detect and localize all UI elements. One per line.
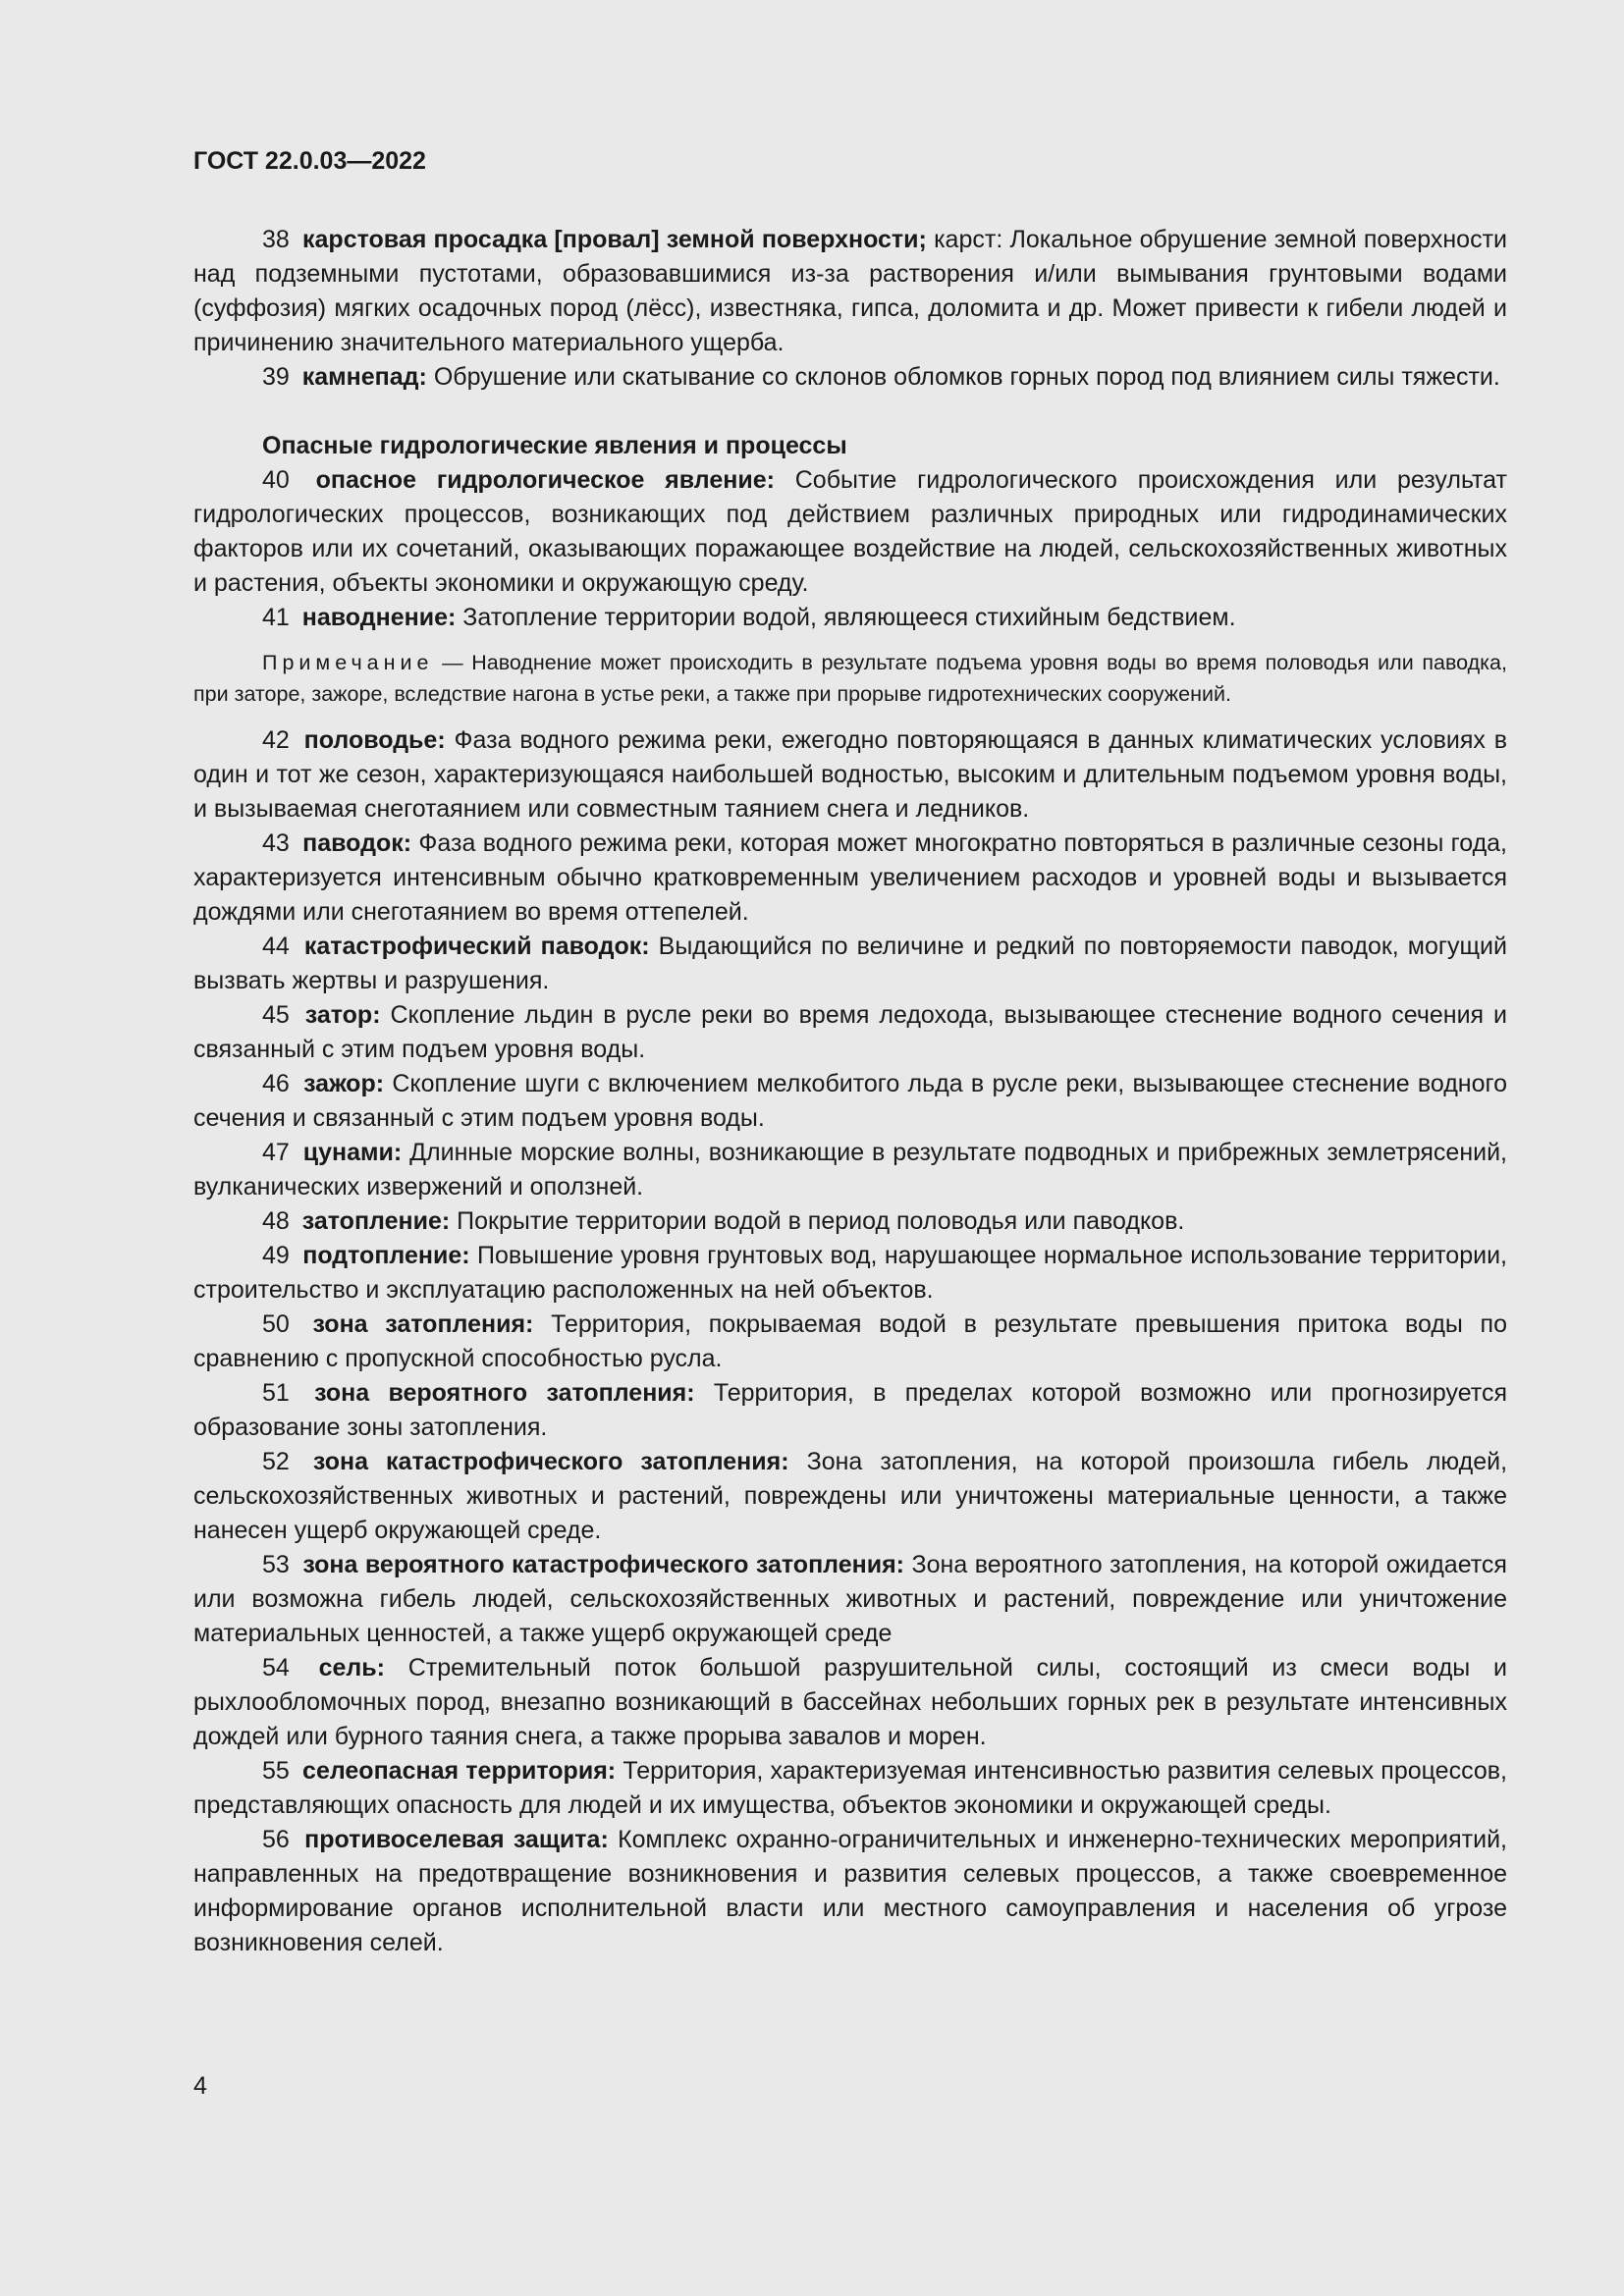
entry-definition: Длинные морские волны, возникающие в результате подводных и прибрежных землетрясений, вулканических извержений и оползней. bbox=[193, 1139, 1508, 1201]
page-number: 4 bbox=[193, 2072, 207, 2100]
entry-number: 54 bbox=[262, 1654, 290, 1682]
entry-definition: Зона затопления, на которой произошла гибель людей, сельскохозяйственных животных и растений, повреждены или уничтожены материальные ценности, а также нанесен ущерб окружающей среде. bbox=[193, 1448, 1508, 1544]
entry-number: 56 bbox=[262, 1826, 290, 1853]
entry-term: затопление: bbox=[301, 1207, 451, 1235]
term-entry bbox=[193, 1239, 1507, 1308]
term-entry bbox=[193, 1204, 1507, 1239]
entry-definition: Фаза водного режима реки, которая может многократно повторяться в различные сезоны года, характеризуется интенсивным обычно кратковременным увеличением расходов и уровней воды и вызывается дождями или снеготаянием во время оттепелей. bbox=[193, 829, 1508, 926]
entry-number: 43 bbox=[262, 829, 290, 857]
entry-definition: Территория, в пределах которой возможно или прогнозируется образование зоны затопления. bbox=[193, 1379, 1507, 1441]
entry-number: 50 bbox=[262, 1310, 290, 1338]
term-entry bbox=[193, 360, 1507, 395]
entry-definition: Обрушение или скатывание со склонов обломков горных пород под влиянием силы тяжести. bbox=[426, 363, 1500, 391]
note-label: Примечание bbox=[262, 651, 434, 674]
term-entry bbox=[193, 223, 1507, 360]
entry-definition: Стремительный поток большой разрушительной силы, состоящий из смеси воды и рыхлообломочных пород, внезапно возникающий в бассейнах небольших горных рек в результате интенсивных дождей или бурного таяния снега, а также прорыва завалов и морен. bbox=[193, 1654, 1507, 1750]
entry-term: затор: bbox=[304, 1001, 381, 1029]
entry-definition: Повышение уровня грунтовых вод, нарушающее нормальное использование территории, строительство и эксплуатацию расположенных на ней объектов. bbox=[193, 1242, 1507, 1304]
entry-number: 52 bbox=[262, 1448, 290, 1475]
entry-definition: Затопление территории водой, являющееся стихийным бедствием. bbox=[456, 604, 1236, 631]
entry-number: 38 bbox=[262, 226, 290, 253]
entry-definition: Зона вероятного затопления, на которой ожидается или возможна гибель людей, сельскохозяйственных животных и растений, повреждение или уничтожение материальных ценностей, а также ущерб окружающей среде bbox=[193, 1551, 1507, 1647]
term-entry bbox=[193, 463, 1507, 601]
entry-term: противоселевая защита: bbox=[304, 1826, 609, 1853]
entry-term: паводок: bbox=[302, 829, 412, 857]
term-entry bbox=[193, 1136, 1507, 1204]
entry-term: зона вероятного затопления: bbox=[314, 1379, 695, 1407]
entry-term: наводнение: bbox=[301, 604, 457, 631]
entry-term: камнепад: bbox=[301, 363, 427, 391]
note-block bbox=[193, 647, 1507, 710]
entry-definition: Территория, характеризуемая интенсивностью развития селевых процессов, представляющих опасность для людей и их имущества, объектов экономики и окружающей среды. bbox=[193, 1757, 1507, 1819]
entry-number: 49 bbox=[262, 1242, 290, 1269]
entry-number: 41 bbox=[262, 604, 290, 631]
term-entry bbox=[193, 998, 1507, 1067]
section-heading: Опасные гидрологические явления и процессы bbox=[262, 432, 847, 459]
entry-number: 45 bbox=[262, 1001, 290, 1029]
term-entry bbox=[193, 1376, 1507, 1445]
entry-term: карстовая просадка [провал] земной поверхности; bbox=[302, 226, 927, 253]
entry-definition: Скопление шуги с включением мелкобитого льда в русле реки, вызывающее стеснение водного сечения и связанный с этим подъем уровня воды. bbox=[193, 1070, 1507, 1132]
entry-definition: карст: Локальное обрушение земной поверхности над подземными пустотами, образовавшимися из-за растворения и/или вымывания грунтовыми водами (суффозия) мягких осадочных пород (лёсс), известняка, гипса, доломита и др. Может привести к гибели людей и причинению значительного материального ущерба. bbox=[193, 226, 1507, 356]
entry-definition: Комплекс охранно-ограничительных и инженерно-технических мероприятий, направленных на предотвращение возникновения и развития селевых процессов, а также своевременное информирование органов исполнительной власти или местного самоуправления и населения об угрозе возникновения селей. bbox=[193, 1826, 1507, 1956]
entry-definition: Скопление льдин в русле реки во время ледохода, вызывающее стеснение водного сечения и связанный с этим подъем уровня воды. bbox=[193, 1001, 1507, 1063]
entry-definition: Покрытие территории водой в период половодья или паводков. bbox=[450, 1207, 1185, 1235]
entries-group-b bbox=[193, 463, 1507, 635]
entry-number: 47 bbox=[262, 1139, 290, 1166]
term-entry bbox=[193, 1823, 1507, 1960]
entry-term: селеопасная территория: bbox=[302, 1757, 617, 1785]
entry-definition: Выдающийся по величине и редкий по повторяемости паводок, могущий вызвать жертвы и разрушения. bbox=[193, 933, 1507, 994]
entry-term: зона затопления: bbox=[312, 1310, 534, 1338]
entry-number: 40 bbox=[262, 466, 290, 494]
term-entry bbox=[193, 827, 1507, 930]
entry-term: подтопление: bbox=[302, 1242, 470, 1269]
term-entry bbox=[193, 1067, 1507, 1136]
entry-term: цунами: bbox=[302, 1139, 403, 1166]
entry-term: зона вероятного катастрофического затопления: bbox=[302, 1551, 905, 1578]
document-body bbox=[193, 223, 1507, 1960]
term-entry bbox=[193, 723, 1507, 827]
entry-number: 48 bbox=[262, 1207, 290, 1235]
entry-number: 51 bbox=[262, 1379, 290, 1407]
term-entry bbox=[193, 601, 1507, 635]
entry-term: зона катастрофического затопления: bbox=[312, 1448, 789, 1475]
entry-term: катастрофический паводок: bbox=[303, 933, 650, 960]
term-entry bbox=[193, 930, 1507, 998]
entry-number: 44 bbox=[262, 933, 290, 960]
entry-number: 53 bbox=[262, 1551, 290, 1578]
entry-number: 46 bbox=[262, 1070, 290, 1097]
document-header: ГОСТ 22.0.03—2022 bbox=[193, 147, 426, 175]
term-entry bbox=[193, 1548, 1507, 1651]
entry-term: половодье: bbox=[303, 726, 446, 754]
entry-definition: Событие гидрологического происхождения или результат гидрологических процессов, возникающих под действием различных природных или гидродинамических факторов или их сочетаний, оказывающих поражающее воздействие на людей, сельскохозяйственных животных и растения, объекты экономики и окружающую среду. bbox=[193, 466, 1507, 597]
entry-term: зажор: bbox=[303, 1070, 385, 1097]
entries-group-a bbox=[193, 223, 1507, 395]
entry-number: 55 bbox=[262, 1757, 290, 1785]
entry-term: сель: bbox=[318, 1654, 385, 1682]
term-entry bbox=[193, 1308, 1507, 1376]
entry-definition: Территория, покрываемая водой в результате превышения притока воды по сравнению с пропускной способностью русла. bbox=[193, 1310, 1507, 1372]
term-entry bbox=[193, 1445, 1507, 1548]
entries-group-c bbox=[193, 723, 1507, 1960]
entry-number: 39 bbox=[262, 363, 290, 391]
note-text: — Наводнение может происходить в результате подъема уровня воды во время половодья или паводка, при заторе, зажоре, вследствие нагона в устье реки, а также при прорыве гидротехнических сооружений. bbox=[193, 651, 1507, 706]
entry-term: опасное гидрологическое явление: bbox=[315, 466, 775, 494]
term-entry bbox=[193, 1754, 1507, 1823]
entry-number: 42 bbox=[262, 726, 290, 754]
term-entry bbox=[193, 1651, 1507, 1754]
entry-definition: Фаза водного режима реки, ежегодно повторяющаяся в данных климатических условиях в один и тот же сезон, характеризующаяся наибольшей водностью, высоким и длительным подъемом уровня воды, и вызываемая снеготаянием или совместным таянием снега и ледников. bbox=[193, 726, 1507, 823]
